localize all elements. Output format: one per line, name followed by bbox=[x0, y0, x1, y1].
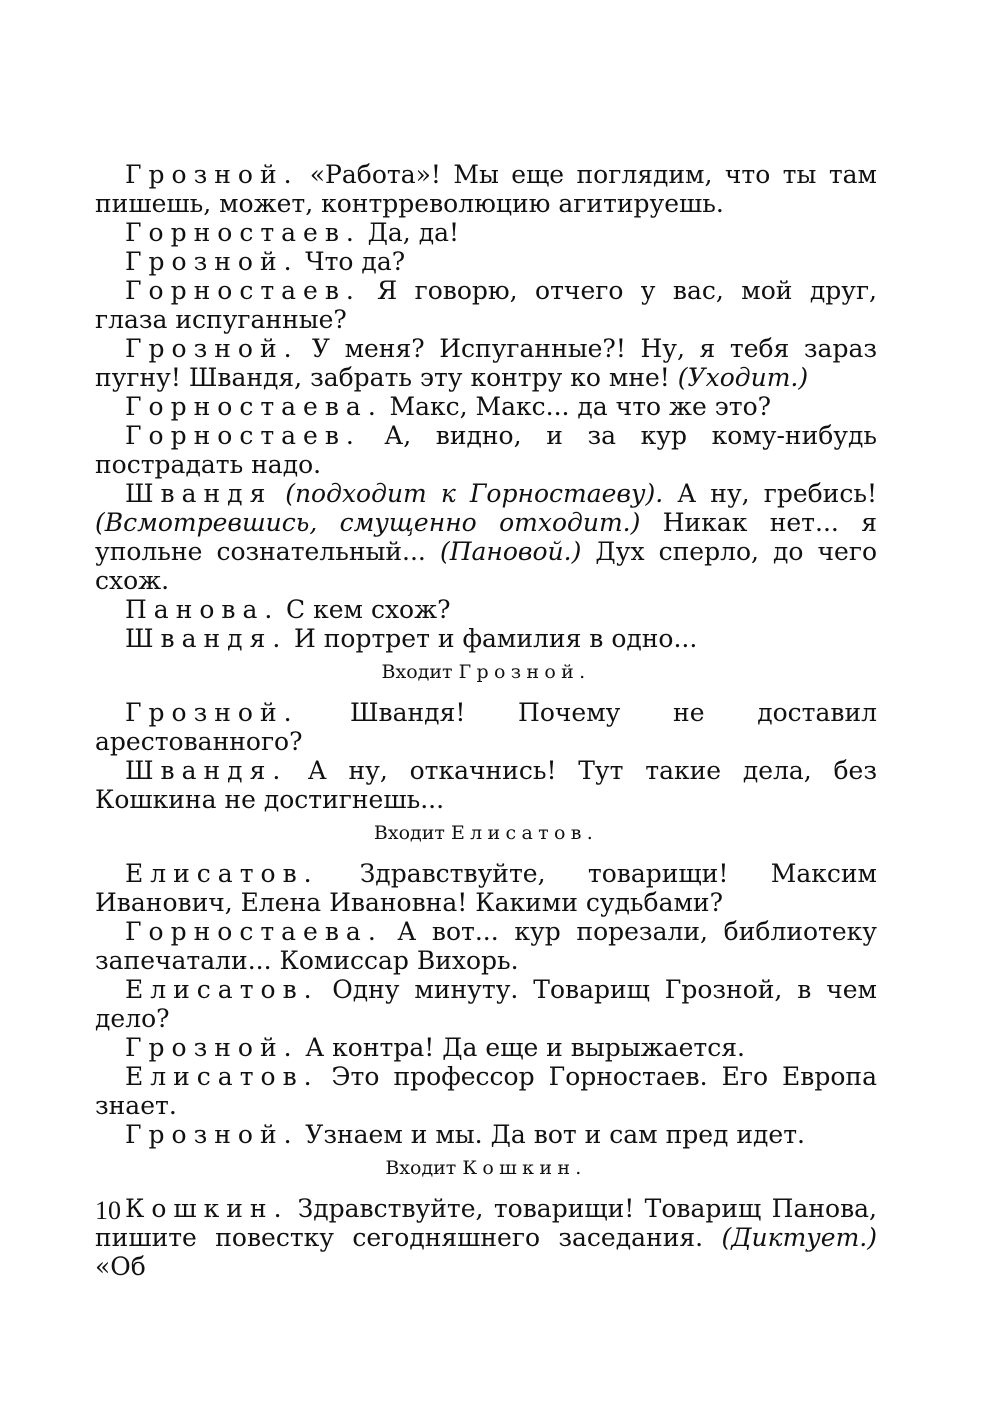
dialogue-text: И портрет и фамилия в одно... bbox=[286, 624, 698, 653]
speaker-name: Грозной. bbox=[125, 160, 299, 189]
dialogue-line bbox=[95, 698, 877, 756]
dialogue-text: С кем схож? bbox=[278, 595, 451, 624]
dialogue-text: А ну, откачнись! Тут такие дела, без Кошкина не достигнешь... bbox=[95, 756, 877, 814]
dialogue-text: А контра! Да еще и вырыжается. bbox=[297, 1033, 745, 1062]
dialogue-line bbox=[95, 247, 877, 276]
speaker-name: Горностаев. bbox=[125, 218, 361, 247]
dialogue-text: Швандя! Почему не доставил арестованного? bbox=[95, 698, 877, 756]
dialogue-line bbox=[95, 756, 877, 814]
dialogue-text: Дух сперло, до чего схож. bbox=[95, 537, 878, 595]
dialogue-text: Здравствуйте, товарищи! Максим Иванович, Елена Ивановна! Какими судьбами? bbox=[95, 859, 877, 917]
dialogue-text: А вот... кур порезали, библиотеку запечатали... Комиссар Вихорь. bbox=[95, 917, 877, 975]
stage-remark: (Диктует.) bbox=[721, 1223, 877, 1252]
speaker-name: Панова. bbox=[125, 595, 280, 624]
stage-direction bbox=[95, 1157, 877, 1179]
stage-direction-character: Грозной. bbox=[458, 661, 591, 683]
dialogue-text: Макс, Макс... да что же это? bbox=[381, 392, 772, 421]
speaker-name: Горностаева. bbox=[125, 392, 383, 421]
stage-direction-verb: Входит bbox=[385, 1157, 457, 1179]
page-text bbox=[95, 160, 877, 1281]
dialogue-text: Никак нет... я упольне сознательный... bbox=[95, 508, 878, 566]
dialogue-text: «Работа»! Мы еще поглядим, что ты там пишешь, может, контрреволюцию агитируешь. bbox=[95, 160, 877, 218]
stage-remark: (подходит к Горностаеву). bbox=[271, 479, 664, 508]
speaker-name: Грозной. bbox=[125, 247, 299, 276]
speaker-name: Горностаева. bbox=[125, 917, 383, 946]
dialogue-text: А, видно, и за кур кому-нибудь пострадать надо. bbox=[95, 421, 877, 479]
dialogue-text: Что да? bbox=[297, 247, 406, 276]
dialogue-line bbox=[95, 421, 877, 479]
speaker-name: Грозной. bbox=[125, 698, 299, 727]
speaker-name: Грозной. bbox=[125, 1033, 299, 1062]
dialogue-line bbox=[95, 392, 877, 421]
dialogue-line bbox=[95, 1194, 877, 1281]
dialogue-line bbox=[95, 334, 877, 392]
dialogue-text: Здравствуйте, товарищи! Товарищ Панова, пишите повестку сегодняшнего заседания. bbox=[95, 1194, 877, 1252]
stage-remark: (Уходит.) bbox=[677, 363, 809, 392]
dialogue-line bbox=[95, 859, 877, 917]
dialogue-line bbox=[95, 479, 877, 595]
dialogue-text: У меня? Испуганные?! Ну, я тебя зараз пугну! Швандя, забрать эту контру ко мне! bbox=[95, 334, 877, 392]
speaker-name: Швандя. bbox=[125, 624, 288, 653]
dialogue-text: Я говорю, отчего у вас, мой друг, глаза испуганные? bbox=[95, 276, 877, 334]
stage-direction-character: Кошкин. bbox=[462, 1157, 587, 1179]
dialogue-line bbox=[95, 975, 877, 1033]
dialogue-text: Узнаем и мы. Да вот и сам пред идет. bbox=[297, 1120, 805, 1149]
speaker-name: Елисатов. bbox=[125, 859, 319, 888]
dialogue-text: Это профессор Горностаев. Его Европа знает. bbox=[95, 1062, 877, 1120]
dialogue-line bbox=[95, 1033, 877, 1062]
dialogue-line bbox=[95, 595, 877, 624]
stage-remark: (Всмотревшись, смущенно отходит.) bbox=[95, 508, 641, 537]
dialogue-line bbox=[95, 160, 877, 218]
dialogue-text: Да, да! bbox=[359, 218, 460, 247]
speaker-name: Грозной. bbox=[125, 1120, 299, 1149]
speaker-name: Елисатов. bbox=[125, 975, 319, 1004]
speaker-name: Швандя. bbox=[125, 756, 288, 785]
dialogue-line bbox=[95, 276, 877, 334]
dialogue-line bbox=[95, 218, 877, 247]
dialogue-line bbox=[95, 624, 877, 653]
stage-direction-verb: Входит bbox=[381, 661, 453, 683]
stage-remark: (Пановой.) bbox=[439, 537, 582, 566]
speaker-name: Елисатов. bbox=[125, 1062, 319, 1091]
dialogue-text: «Об bbox=[95, 1252, 146, 1281]
dialogue-line bbox=[95, 917, 877, 975]
page-number: 10 bbox=[95, 1196, 121, 1225]
speaker-name: Горностаев. bbox=[125, 421, 361, 450]
dialogue-line bbox=[95, 1120, 877, 1149]
stage-direction-verb: Входит bbox=[373, 822, 445, 844]
stage-direction bbox=[95, 661, 877, 683]
dialogue-line bbox=[95, 1062, 877, 1120]
speaker-name: Кошкин. bbox=[125, 1194, 289, 1223]
speaker-name: Швандя bbox=[125, 479, 273, 508]
dialogue-text: А ну, гребись! bbox=[663, 479, 877, 508]
speaker-name: Грозной. bbox=[125, 334, 299, 363]
speaker-name: Горностаев. bbox=[125, 276, 361, 305]
stage-direction-character: Елисатов. bbox=[450, 822, 599, 844]
stage-direction bbox=[95, 822, 877, 844]
dialogue-text: Одну минуту. Товарищ Грозной, в чем дело? bbox=[95, 975, 877, 1033]
